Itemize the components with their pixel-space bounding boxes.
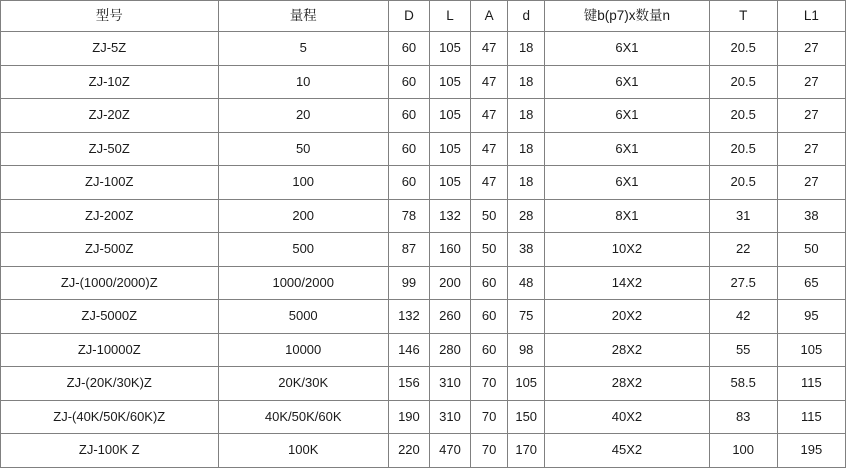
table-cell: 105: [429, 99, 470, 133]
table-cell: 6X1: [545, 132, 709, 166]
table-cell: 40X2: [545, 400, 709, 434]
table-cell: 18: [508, 32, 545, 66]
table-cell: 20.5: [709, 132, 777, 166]
cell-model: ZJ-(1000/2000)Z: [1, 266, 219, 300]
table-cell: 20X2: [545, 300, 709, 334]
table-row: [1, 32, 846, 66]
table-cell: 14X2: [545, 266, 709, 300]
table-cell: 47: [471, 132, 508, 166]
table-cell: 105: [429, 32, 470, 66]
cell-model: ZJ-50Z: [1, 132, 219, 166]
table-cell: 100K: [218, 434, 388, 468]
table-cell: 50: [777, 233, 845, 267]
table-cell: 20.5: [709, 166, 777, 200]
cell-model: ZJ-(20K/30K)Z: [1, 367, 219, 401]
table-cell: 170: [508, 434, 545, 468]
table-cell: 38: [508, 233, 545, 267]
cell-model: ZJ-(40K/50K/60K)Z: [1, 400, 219, 434]
table-cell: 78: [388, 199, 429, 233]
table-cell: 105: [508, 367, 545, 401]
cell-model: ZJ-5000Z: [1, 300, 219, 334]
table-header: [1, 1, 846, 32]
table-cell: 60: [388, 65, 429, 99]
table-cell: 146: [388, 333, 429, 367]
table-cell: 22: [709, 233, 777, 267]
table-cell: 20: [218, 99, 388, 133]
table-cell: 190: [388, 400, 429, 434]
table-cell: 105: [777, 333, 845, 367]
table-cell: 60: [471, 300, 508, 334]
table-cell: 27: [777, 99, 845, 133]
table-cell: 100: [218, 166, 388, 200]
cell-model: ZJ-10Z: [1, 65, 219, 99]
table-row: [1, 99, 846, 133]
table-cell: 132: [388, 300, 429, 334]
cell-model: ZJ-200Z: [1, 199, 219, 233]
table-cell: 8X1: [545, 199, 709, 233]
table-cell: 70: [471, 434, 508, 468]
table-cell: 58.5: [709, 367, 777, 401]
table-row: [1, 266, 846, 300]
table-cell: 28: [508, 199, 545, 233]
table-cell: 105: [429, 132, 470, 166]
cell-model: ZJ-5Z: [1, 32, 219, 66]
table-cell: 60: [388, 166, 429, 200]
table-cell: 6X1: [545, 99, 709, 133]
cell-model: ZJ-100Z: [1, 166, 219, 200]
table-cell: 65: [777, 266, 845, 300]
table-cell: 47: [471, 32, 508, 66]
table-row: [1, 166, 846, 200]
table-cell: 60: [471, 266, 508, 300]
table-cell: 10X2: [545, 233, 709, 267]
column-header-t: T: [709, 1, 777, 32]
table-cell: 470: [429, 434, 470, 468]
table-cell: 50: [218, 132, 388, 166]
table-row: [1, 367, 846, 401]
table-cell: 132: [429, 199, 470, 233]
column-header-l: L: [429, 1, 470, 32]
table-cell: 20.5: [709, 99, 777, 133]
table-cell: 27: [777, 166, 845, 200]
table-row: [1, 400, 846, 434]
table-cell: 48: [508, 266, 545, 300]
table-cell: 150: [508, 400, 545, 434]
table-cell: 10000: [218, 333, 388, 367]
table-cell: 83: [709, 400, 777, 434]
table-body: [1, 32, 846, 468]
cell-model: ZJ-20Z: [1, 99, 219, 133]
table-cell: 200: [429, 266, 470, 300]
table-cell: 260: [429, 300, 470, 334]
table-cell: 95: [777, 300, 845, 334]
cell-model: ZJ-500Z: [1, 233, 219, 267]
cell-model: ZJ-100K Z: [1, 434, 219, 468]
table-cell: 195: [777, 434, 845, 468]
table-cell: 99: [388, 266, 429, 300]
table-row: [1, 300, 846, 334]
table-cell: 18: [508, 166, 545, 200]
column-header-key: 键b(p7)x数量n: [545, 1, 709, 32]
table-cell: 6X1: [545, 166, 709, 200]
table-row: [1, 434, 846, 468]
table-cell: 18: [508, 99, 545, 133]
table-cell: 500: [218, 233, 388, 267]
table-cell: 280: [429, 333, 470, 367]
column-header-d: D: [388, 1, 429, 32]
table-cell: 115: [777, 367, 845, 401]
table-cell: 5000: [218, 300, 388, 334]
table-cell: 70: [471, 367, 508, 401]
table-cell: 27: [777, 132, 845, 166]
table-cell: 18: [508, 65, 545, 99]
table-cell: 60: [388, 32, 429, 66]
column-header-range: 量程: [218, 1, 388, 32]
table-cell: 1000/2000: [218, 266, 388, 300]
table-cell: 70: [471, 400, 508, 434]
cell-model: ZJ-10000Z: [1, 333, 219, 367]
table-cell: 75: [508, 300, 545, 334]
table-cell: 45X2: [545, 434, 709, 468]
table-cell: 6X1: [545, 65, 709, 99]
table-cell: 105: [429, 65, 470, 99]
table-row: [1, 233, 846, 267]
table-row: [1, 333, 846, 367]
table-cell: 5: [218, 32, 388, 66]
column-header-model: 型号: [1, 1, 219, 32]
table-cell: 98: [508, 333, 545, 367]
table-cell: 200: [218, 199, 388, 233]
table-cell: 60: [471, 333, 508, 367]
table-cell: 50: [471, 199, 508, 233]
table-cell: 47: [471, 65, 508, 99]
table-cell: 156: [388, 367, 429, 401]
table-cell: 47: [471, 99, 508, 133]
table-cell: 47: [471, 166, 508, 200]
column-header-d-lower: d: [508, 1, 545, 32]
table-cell: 6X1: [545, 32, 709, 66]
table-cell: 20.5: [709, 65, 777, 99]
table-cell: 115: [777, 400, 845, 434]
table-row: [1, 132, 846, 166]
table-header-row: [1, 1, 846, 32]
table-cell: 18: [508, 132, 545, 166]
column-header-a: A: [471, 1, 508, 32]
table-cell: 42: [709, 300, 777, 334]
column-header-l1: L1: [777, 1, 845, 32]
table-cell: 27: [777, 32, 845, 66]
table-cell: 220: [388, 434, 429, 468]
table-cell: 27: [777, 65, 845, 99]
table-cell: 105: [429, 166, 470, 200]
table-cell: 60: [388, 99, 429, 133]
table-cell: 28X2: [545, 333, 709, 367]
table-cell: 50: [471, 233, 508, 267]
table-cell: 28X2: [545, 367, 709, 401]
table-cell: 20K/30K: [218, 367, 388, 401]
table-cell: 100: [709, 434, 777, 468]
table-cell: 31: [709, 199, 777, 233]
table-row: [1, 65, 846, 99]
table-cell: 20.5: [709, 32, 777, 66]
table-row: [1, 199, 846, 233]
table-cell: 160: [429, 233, 470, 267]
table-cell: 310: [429, 367, 470, 401]
table-cell: 10: [218, 65, 388, 99]
table-cell: 310: [429, 400, 470, 434]
table-cell: 27.5: [709, 266, 777, 300]
table-cell: 40K/50K/60K: [218, 400, 388, 434]
table-cell: 55: [709, 333, 777, 367]
table-cell: 87: [388, 233, 429, 267]
table-cell: 38: [777, 199, 845, 233]
table-cell: 60: [388, 132, 429, 166]
